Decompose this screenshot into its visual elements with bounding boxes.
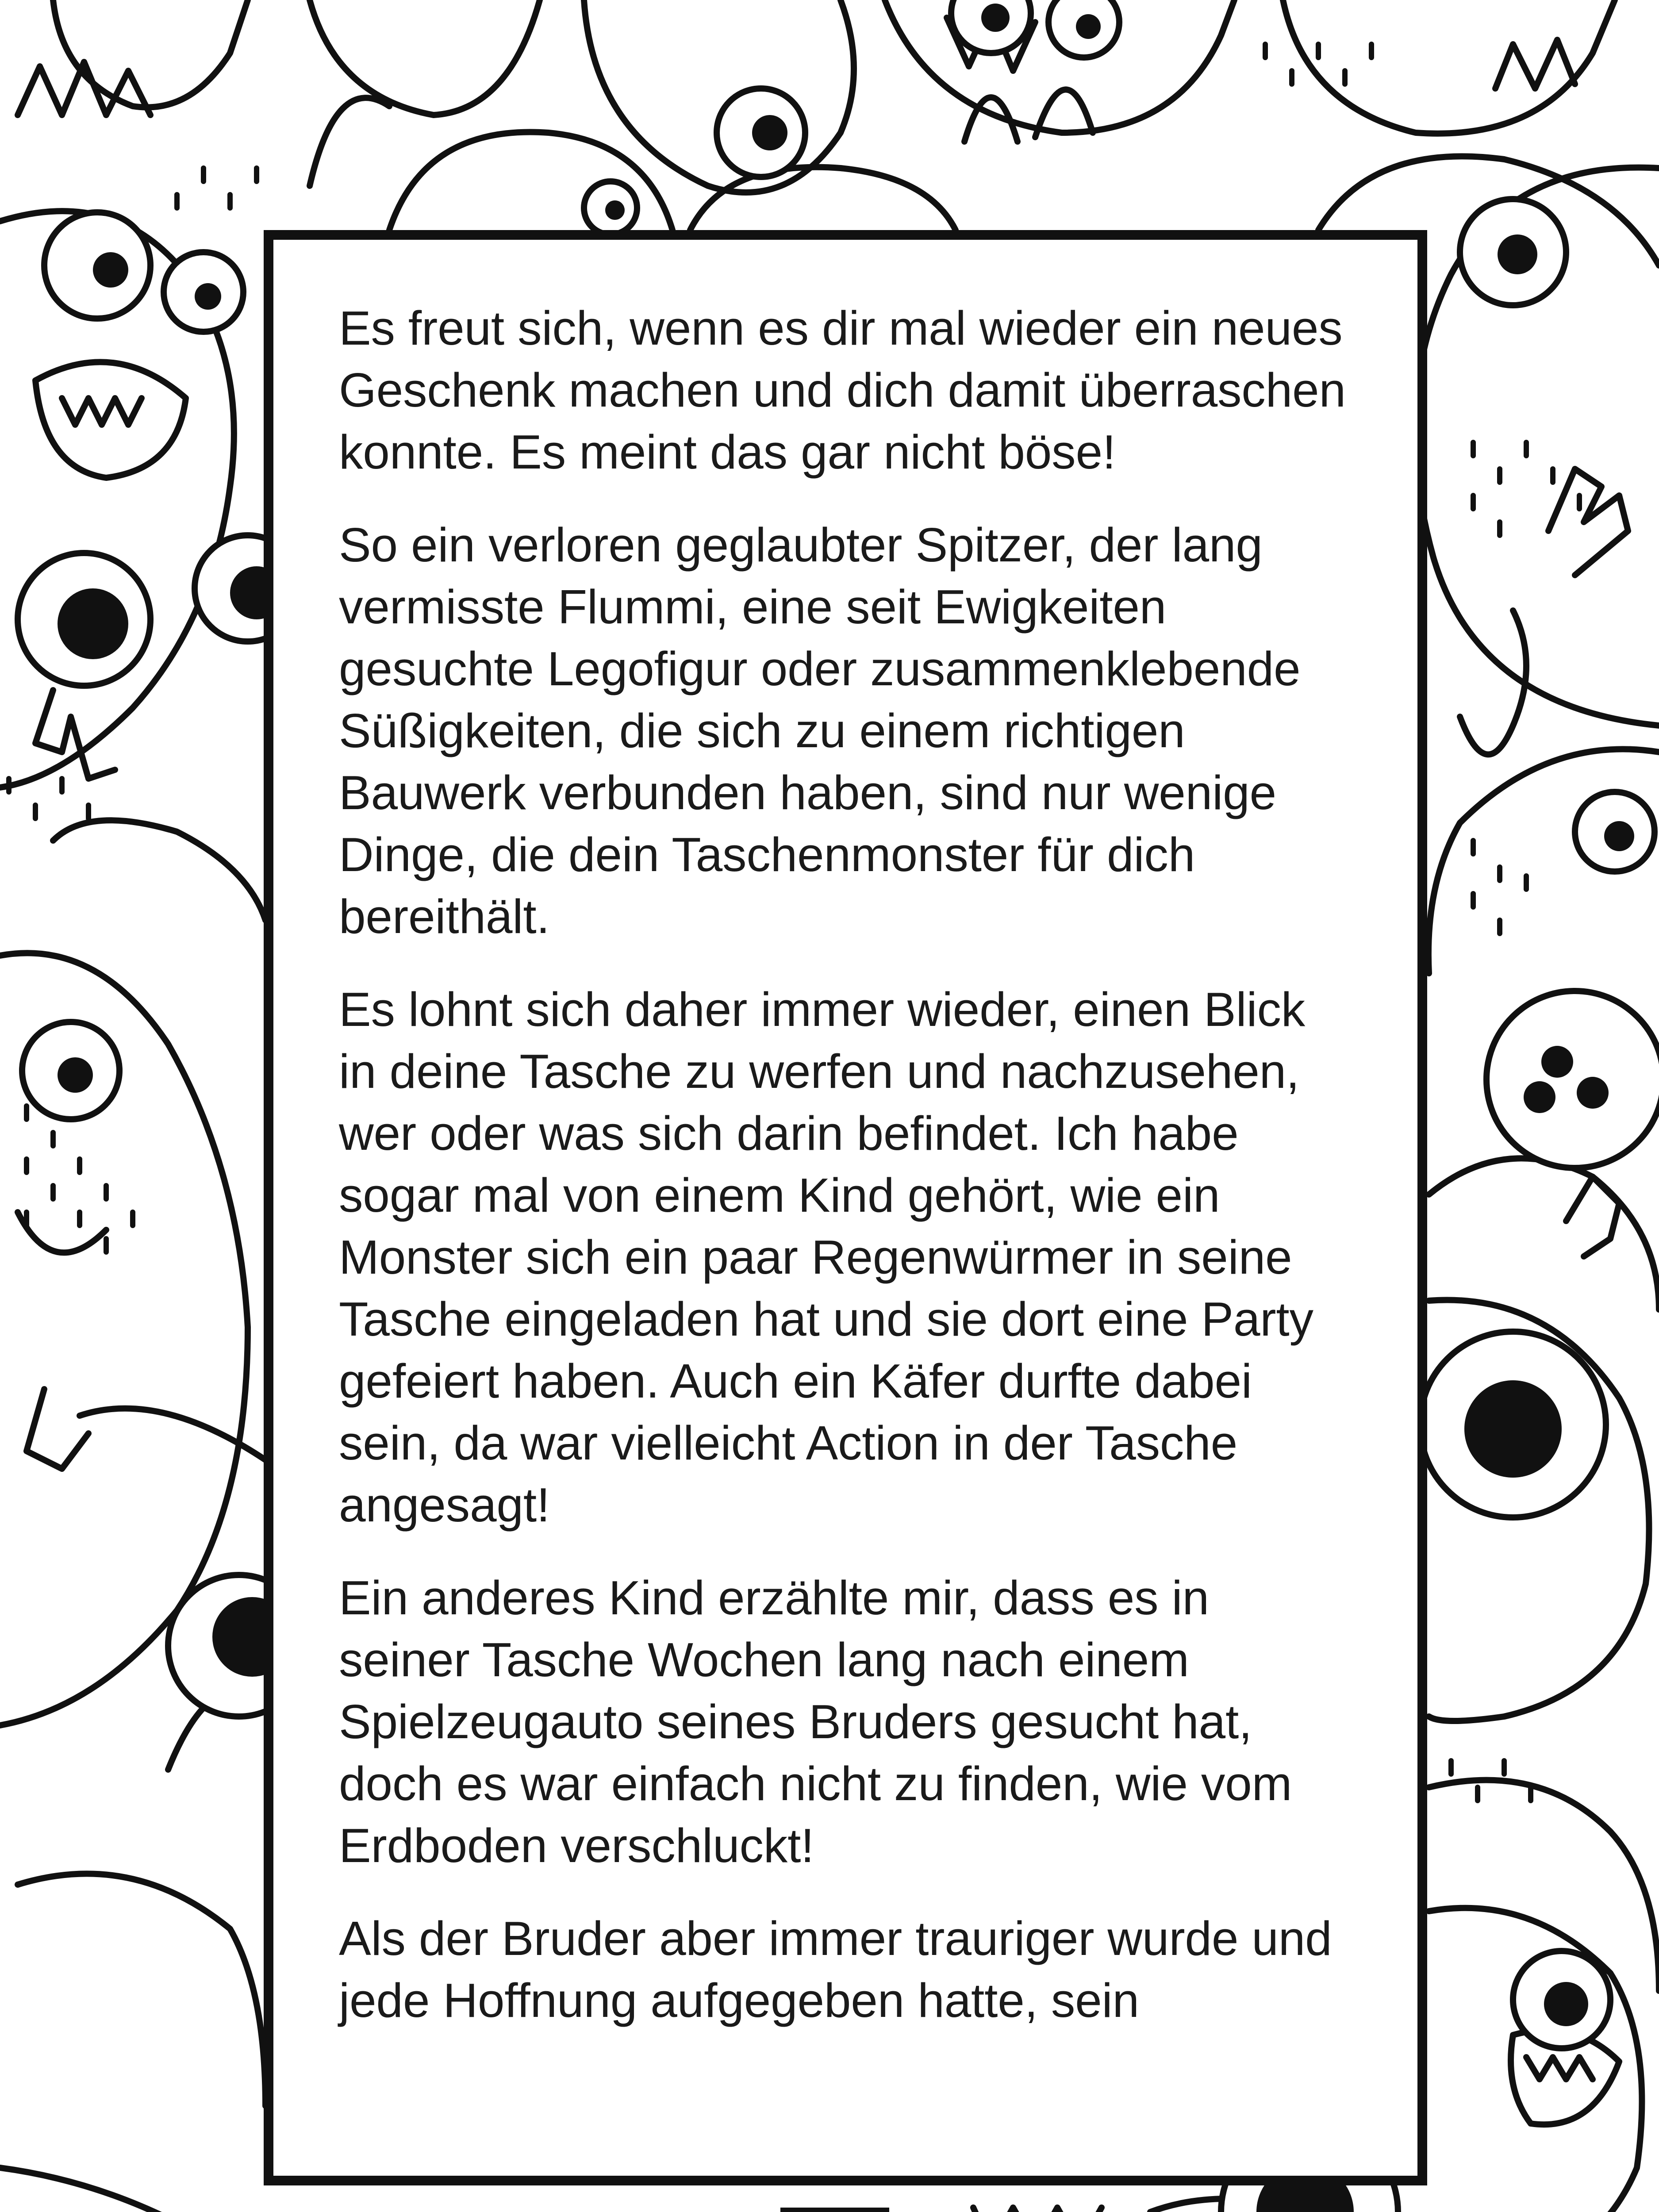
monster-body [584, 0, 854, 192]
monster-body [18, 1874, 265, 2106]
monster-body [53, 820, 265, 920]
monster-arm [1566, 1177, 1619, 1256]
monster-body [690, 167, 956, 230]
monster-arm [27, 1389, 88, 1469]
monster-horn [310, 98, 389, 186]
story-paragraph: Als der Bruder aber immer trauriger wurde und jede Hoffnung aufgegeben hatte, sein [339, 1912, 1332, 2028]
monster-body [310, 0, 540, 115]
story-paragraph: Es freut sich, wenn es dir mal wieder ein neues Geschenk machen und dich damit überraschen konnte. Es meint das gar nicht böse! [339, 301, 1346, 479]
monster-body [53, 0, 248, 108]
monster-teeth [62, 398, 142, 425]
monster-arm [1548, 469, 1628, 575]
monster-teeth [1526, 2057, 1593, 2079]
monster-body [1429, 1908, 1642, 2212]
monster-body [1429, 1158, 1659, 1310]
monster-body [0, 2168, 265, 2212]
story-paragraph: Es lohnt sich daher immer wieder, einen Blick in deine Tasche zu werfen und nachzusehen, wer oder was sich darin befindet. Ich habe sogar mal von einem Kind gehört, wie ein Monster sich ein paar Regenwürmer in seine Tasche eingeladen hat und sie dort eine Party gefeiert haben. Auch ein Käfer durfte dabei sein, da war vielleicht Action in der Tasche angesagt! [339, 983, 1313, 1532]
page-number-box [780, 2208, 889, 2212]
monster-eye [1486, 991, 1659, 1168]
text-frame [264, 230, 1427, 2185]
monster-spikes [973, 2208, 1102, 2212]
monster-mouth [18, 1212, 106, 1252]
story-paragraph: So ein verloren geglaubter Spitzer, der lang vermisste Flummi, eine seit Ewigkeiten gesuchte Legofigur oder zusammenklebende Süßigkeiten, die sich zu einem richtigen Bauwerk verbunden haben, sind nur wenige Dinge, die dein Taschenmonster für dich bereithält. [339, 518, 1301, 944]
monster-mouth [35, 362, 186, 478]
story-paragraph: Ein anderes Kind erzählte mir, dass es in seiner Tasche Wochen lang nach einem Spielzeugauto seines Bruders gesucht hat, doch es war einfach nicht zu finden, wie vom Erdboden verschluckt! [339, 1571, 1292, 1873]
monster-spikes [1495, 40, 1575, 88]
